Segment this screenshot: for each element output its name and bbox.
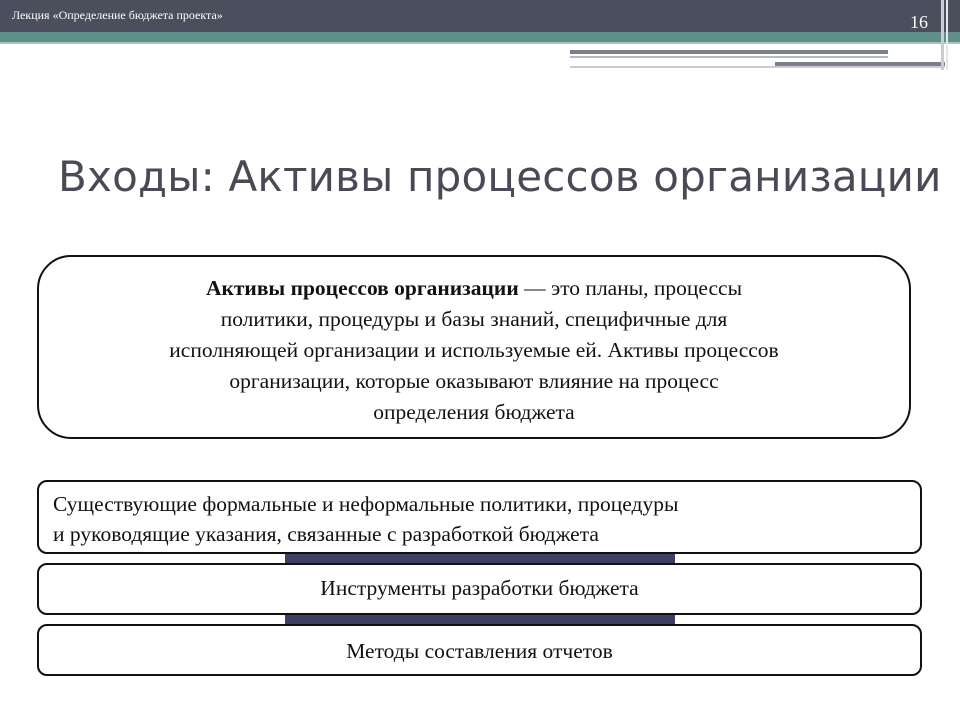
definition-line: исполняющей организации и используемые ей. Активы процессов <box>169 338 779 362</box>
definition-term: Активы процессов организации <box>205 276 519 300</box>
item-line: Существующие формальные и неформальные политики, процедуры <box>53 492 679 516</box>
item-tools: Инструменты разработки бюджета <box>37 563 922 615</box>
item-line: и руководящие указания, связанные с разработкой бюджета <box>53 522 599 546</box>
definition-line: определения бюджета <box>373 400 575 424</box>
slide-title: Входы: Активы процессов организации <box>58 152 942 201</box>
header-accent-band <box>0 32 960 42</box>
item-policies <box>37 480 922 554</box>
decor-vertical-line <box>941 0 944 70</box>
definition-box <box>37 255 911 439</box>
decor-stripe <box>570 50 888 54</box>
decor-vertical-line <box>946 0 948 70</box>
slide-number: 16 <box>910 12 928 32</box>
lecture-label: Лекция «Определение бюджета проекта» <box>12 8 223 22</box>
definition-text: — это планы, процессы <box>518 276 743 300</box>
decor-stripe <box>570 66 945 68</box>
definition-line: организации, которые оказывают влияние на процесс <box>229 369 719 393</box>
definition-line <box>69 273 879 304</box>
definition-line: политики, процедуры и базы знаний, специфичные для <box>220 307 728 331</box>
decor-stripe <box>570 56 888 58</box>
item-reporting-methods: Методы составления отчетов <box>37 624 922 676</box>
header-accent-line <box>0 42 960 44</box>
